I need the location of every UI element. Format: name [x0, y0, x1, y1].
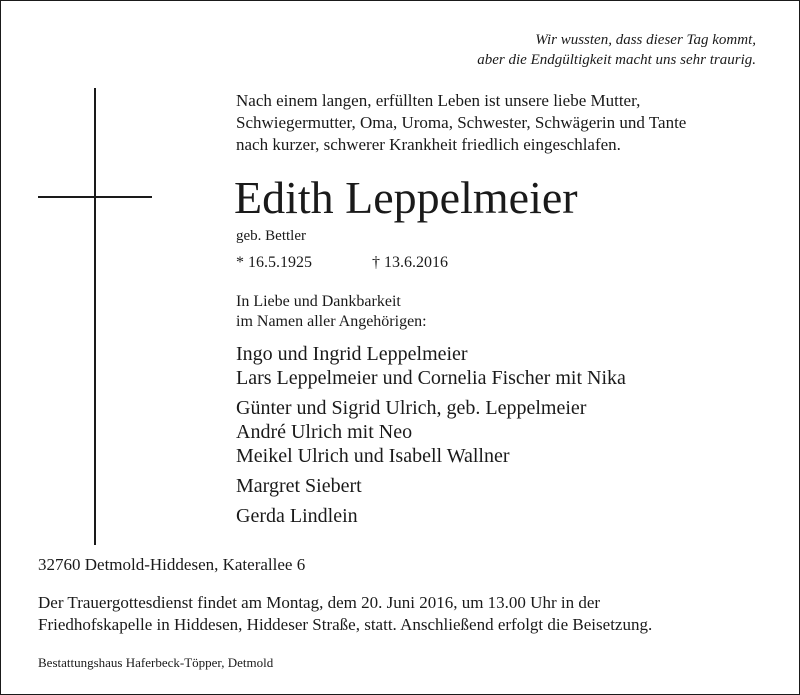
family-address: 32760 Detmold-Hiddesen, Katerallee 6 — [38, 555, 306, 574]
mourner-name: André Ulrich mit Neo — [236, 421, 413, 443]
deceased-name: Edith Leppelmeier — [234, 172, 578, 223]
motto-line: aber die Endgültigkeit macht uns sehr traurig. — [477, 52, 756, 68]
birth-date: * 16.5.1925 — [236, 254, 312, 271]
mourner-name: Margret Siebert — [236, 475, 362, 497]
service-line: Der Trauergottesdienst findet am Montag, dem 20. Juni 2016, um 13.00 Uhr in der — [38, 593, 601, 612]
mourner-name: Meikel Ulrich und Isabell Wallner — [236, 445, 510, 467]
mourner-name: Ingo und Ingrid Leppelmeier — [236, 343, 468, 365]
mourner-name: Gerda Lindlein — [236, 505, 358, 527]
motto-quote — [396, 30, 756, 70]
service-info — [38, 592, 768, 636]
intro-line: nach kurzer, schwerer Krankheit friedlich eingeschlafen. — [236, 135, 621, 154]
funeral-home: Bestattungshaus Haferbeck-Töpper, Detmold — [38, 655, 274, 670]
cross-vertical-bar — [94, 88, 96, 545]
intro-line: Nach einem langen, erfüllten Leben ist unsere liebe Mutter, — [236, 91, 641, 110]
intro-text — [236, 90, 776, 156]
mourners-list — [236, 342, 776, 534]
dedication-text — [236, 292, 756, 332]
mourner-name: Günter und Sigrid Ulrich, geb. Leppelmeier — [236, 397, 587, 419]
mourner-group — [236, 342, 776, 390]
mourner-group — [236, 474, 776, 498]
birth-name: geb. Bettler — [236, 228, 306, 244]
motto-line: Wir wussten, dass dieser Tag kommt, — [535, 32, 756, 48]
service-line: Friedhofskapelle in Hiddesen, Hiddeser Straße, statt. Anschließend erfolgt die Beisetzung. — [38, 615, 653, 634]
death-date: † 13.6.2016 — [372, 254, 448, 271]
mourner-group — [236, 396, 776, 468]
dedication-line: In Liebe und Dankbarkeit — [236, 293, 401, 310]
intro-line: Schwiegermutter, Oma, Uroma, Schwester, Schwägerin und Tante — [236, 113, 687, 132]
dedication-line: im Namen aller Angehörigen: — [236, 313, 427, 330]
mourner-name: Lars Leppelmeier und Cornelia Fischer mit Nika — [236, 367, 626, 389]
cross-horizontal-bar — [38, 196, 152, 198]
mourner-group — [236, 504, 776, 528]
